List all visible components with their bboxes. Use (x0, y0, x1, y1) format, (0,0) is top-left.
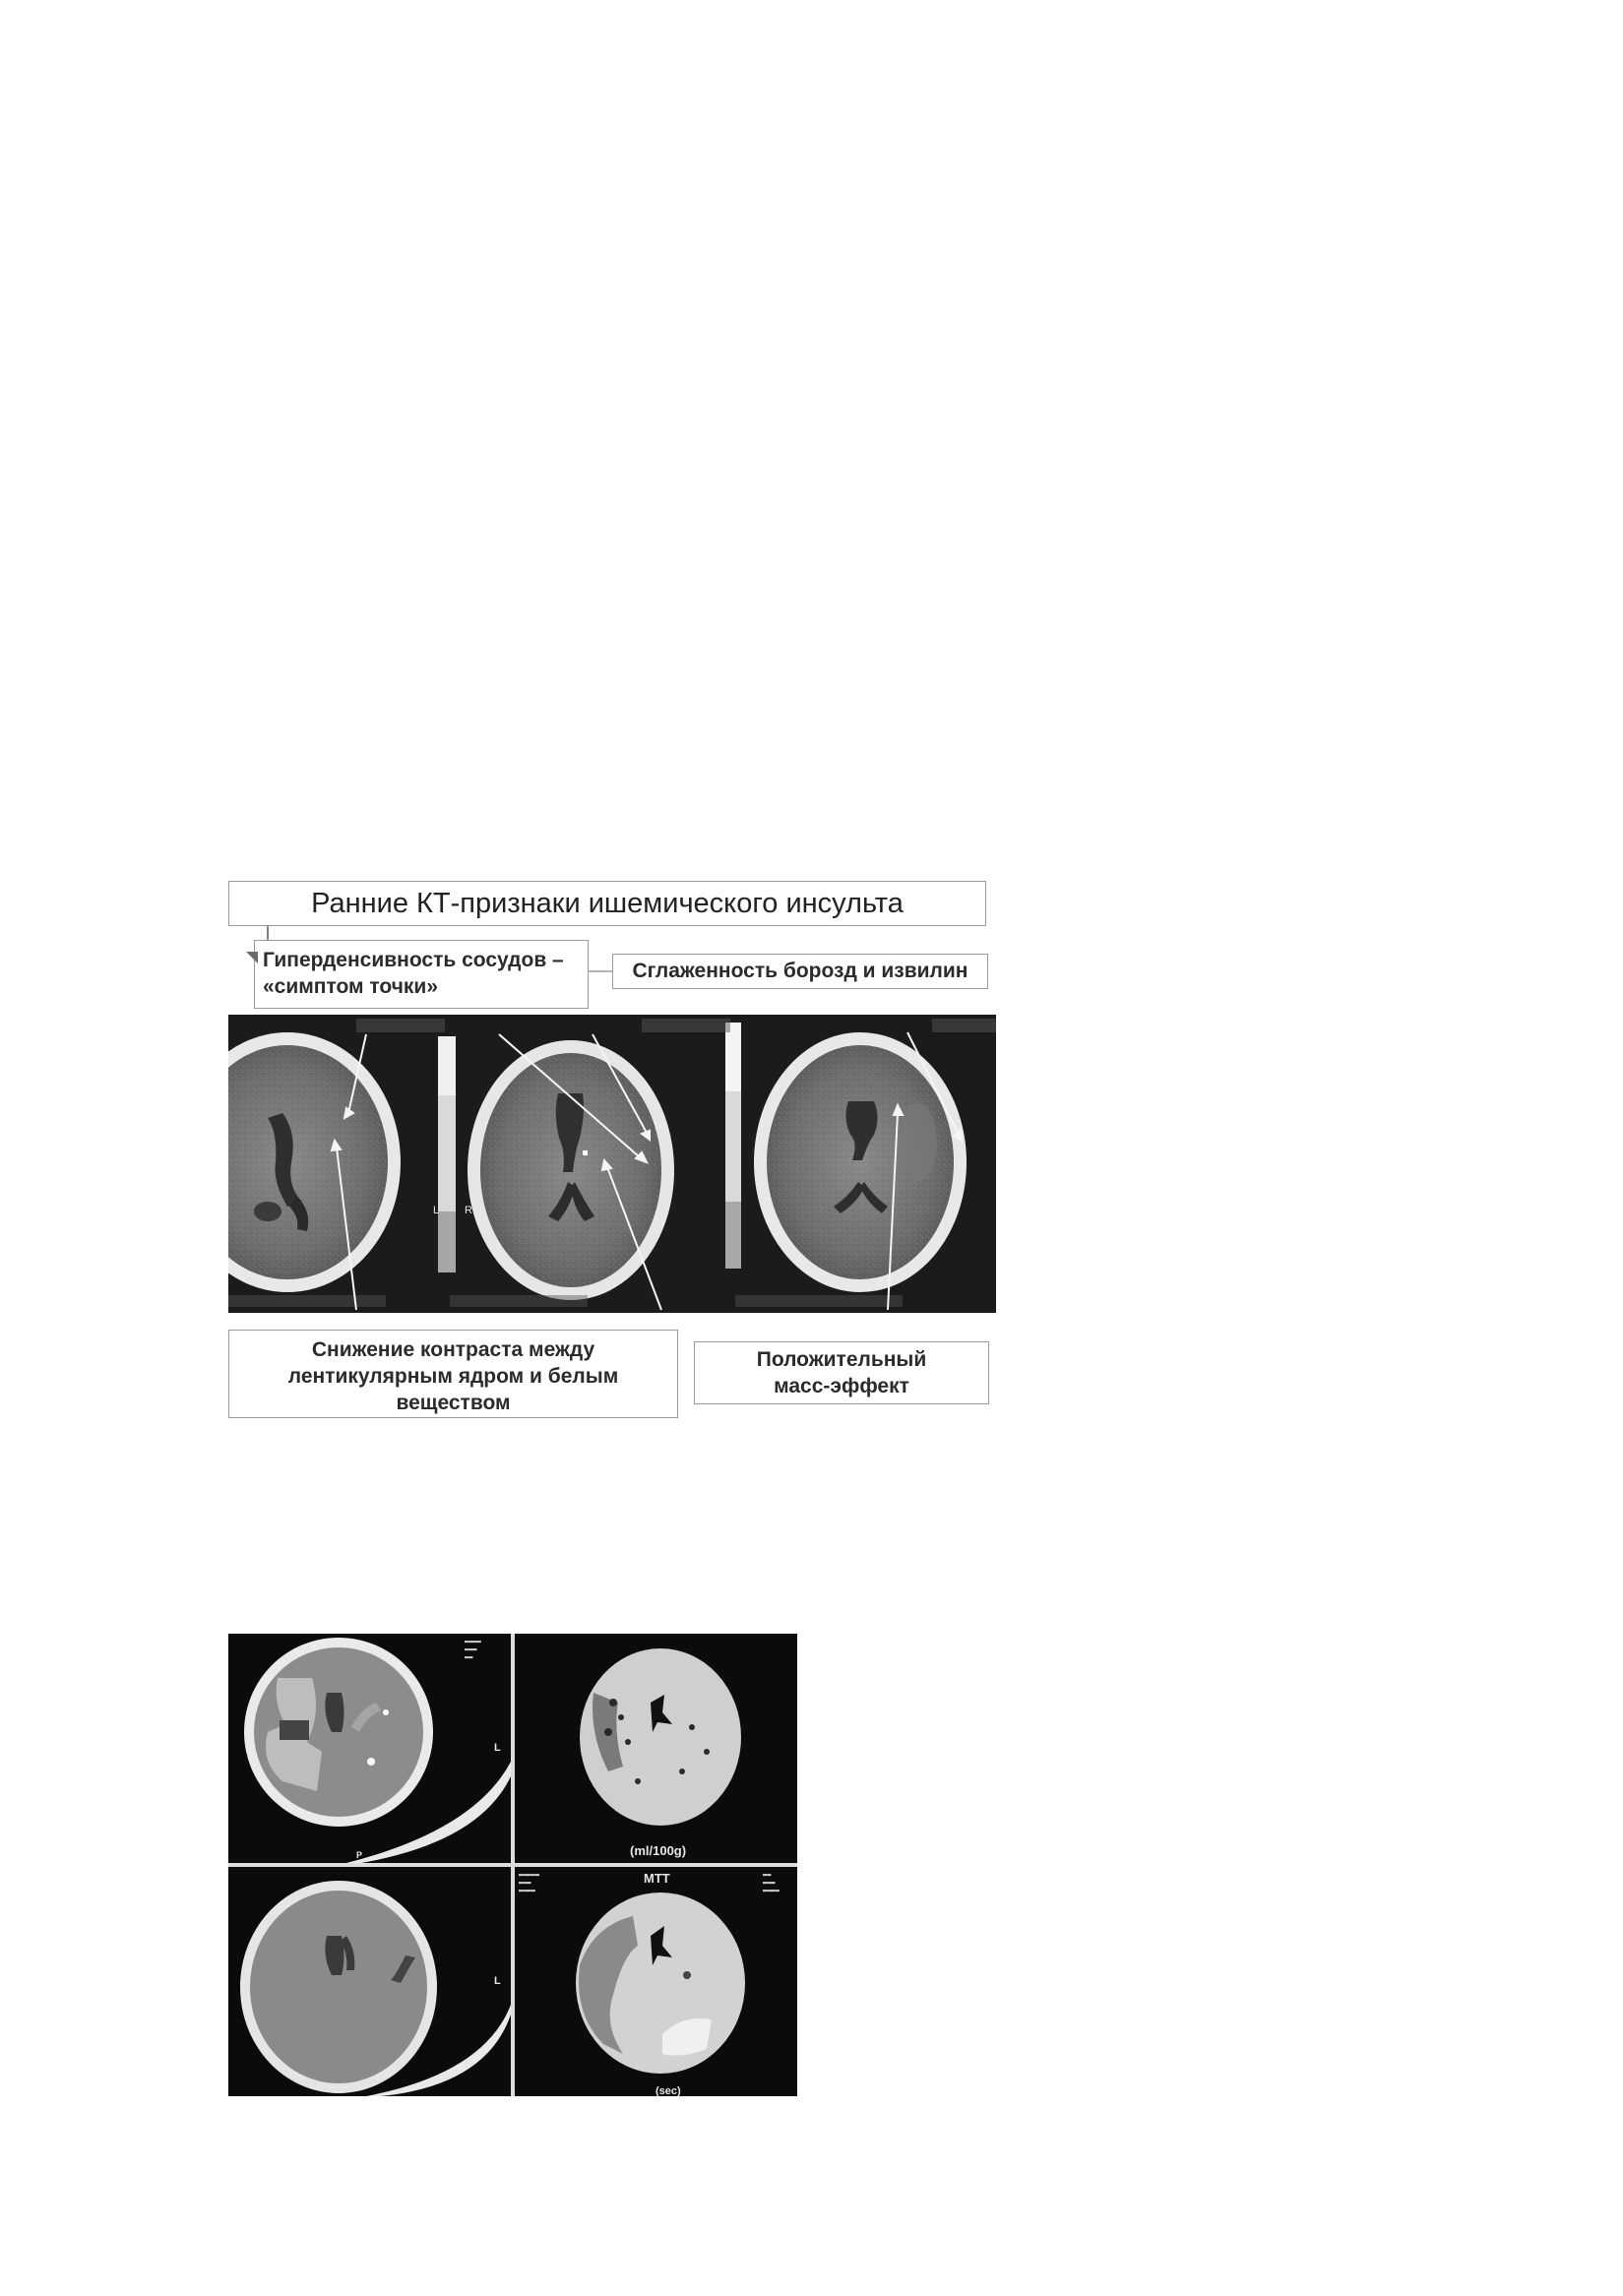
callout-contrast-line-1: Снижение контраста между (311, 1338, 595, 1361)
ct-scan-3 (754, 1032, 967, 1292)
ct-scan-strip (228, 1015, 996, 1313)
scan-params-text: ▬▬▬▬ ▬▬▬ ▬▬ (465, 1638, 481, 1661)
scan-right-marker: R (465, 1205, 472, 1216)
figure-title: Ранние КТ-признаки ишемического инсульта (228, 881, 986, 926)
mtt-label: MTT (644, 1871, 670, 1886)
ct-scan-1 (228, 1032, 401, 1292)
callout-contrast-reduction (228, 1330, 678, 1418)
callout-contrast-line-3: веществом (396, 1392, 511, 1414)
scan-date-text: ▬▬ ▬▬▬ ▬▬▬▬ (763, 1871, 780, 1894)
ct-panel-top-left (228, 1634, 511, 1863)
orientation-l-label: L (494, 1742, 501, 1754)
callout-hyperdense-line-1: Гиперденсивность сосудов – (263, 949, 564, 971)
ct-scans-image (228, 1015, 996, 1313)
ct-signs-figure (228, 881, 996, 1417)
callout-mass-effect (694, 1341, 989, 1404)
perfusion-panel-cbf (515, 1634, 797, 1863)
cbf-unit-label: (ml/100g) (630, 1843, 687, 1858)
callout-contrast-line-2: лентикулярным ядром и белым (287, 1365, 619, 1388)
mtt-unit-label: (sec) (655, 2085, 681, 2096)
panel-divider-horizontal (228, 1863, 797, 1867)
orientation-l-label-2: L (494, 1975, 501, 1987)
scan-left-marker: L (433, 1205, 440, 1216)
callout-hyperdense-vessels (254, 940, 589, 1009)
callout-hyperdense-line-2: «симптом точки» (263, 975, 439, 998)
perfusion-ct-figure (228, 1634, 797, 2096)
ct-panel-bottom-left (228, 1867, 511, 2096)
orientation-p-label: P (356, 1850, 363, 1860)
callout-sulci-smoothing: Сглаженность борозд и извилин (612, 954, 988, 989)
callout-mass-line-1: Положительный (756, 1348, 927, 1371)
perfusion-panel-mtt (515, 1867, 797, 2096)
scan-params-text-2: ▬▬▬▬▬ ▬▬▬ ▬▬▬▬ (519, 1871, 540, 1894)
callout-mass-line-2: масс-эффект (774, 1375, 909, 1397)
